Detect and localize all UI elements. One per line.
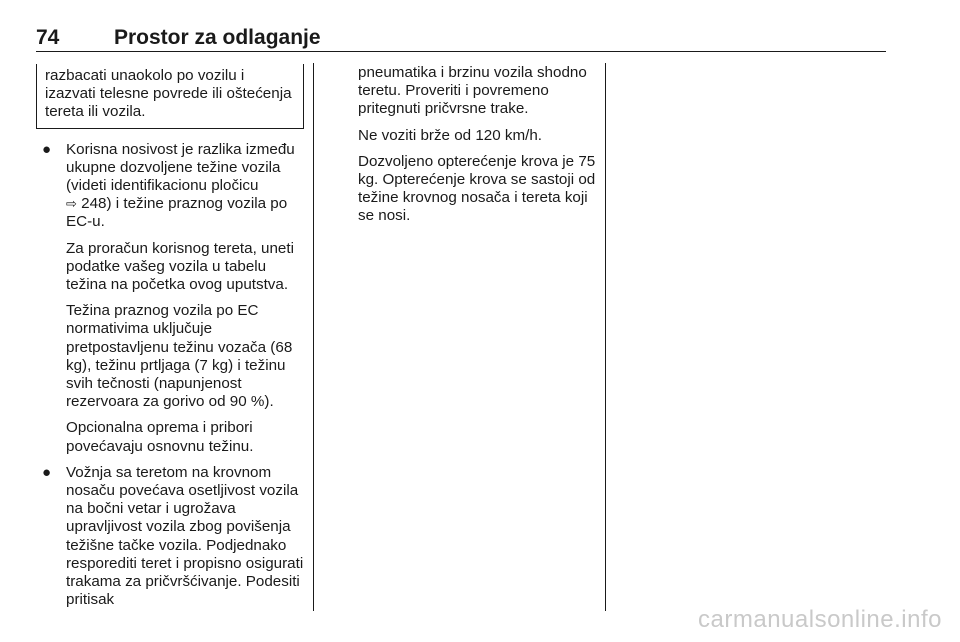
- page-number: 74: [36, 26, 60, 49]
- bullet-paragraph: Za proračun korisnog tereta, uneti podatke vašeg vozila u tabelu težina na početka ovog uputstva.: [66, 239, 294, 294]
- warning-text: razbacati unaokolo po vozilu i izazvati telesne povrede ili oštećenja tereta ili vozila.: [45, 67, 292, 121]
- bullet-paragraph: Težina praznog vozila po EC normativima uključuje pretpostavljenu težinu vozača (68 kg), težinu prtljaga (7 kg) i težinu svih tečnosti (napunjenost rezervoara za gorivo od 90 %).: [66, 302, 293, 411]
- column-divider: [313, 63, 314, 611]
- bullet-dot: ●: [42, 140, 52, 158]
- column-divider: [605, 63, 606, 611]
- reference-arrow-icon: ⇨: [66, 196, 77, 212]
- paragraph: pneumatika i brzinu vozila shodno teretu. Proveriti i povremeno pritegnuti pričvrsne trake.: [358, 64, 587, 118]
- page-header: [36, 26, 886, 52]
- bullet-item-payload: [36, 141, 304, 456]
- paragraph: Ne voziti brže od 120 km/h.: [358, 126, 543, 144]
- page-reference: 248: [81, 195, 107, 213]
- column-left: [36, 64, 304, 617]
- bullet-paragraph: Opcionalna oprema i pribori povećavaju osnovnu težinu.: [66, 419, 254, 455]
- page-title: Prostor za odlaganje: [114, 26, 321, 49]
- text-run: Korisna nosivost je razlika između ukupne dozvoljene težine vozila (videti identifikacionu pločicu: [66, 140, 295, 195]
- paragraph: Dozvoljeno opterećenje krova je 75 kg. Opterećenje krova se sastoji od težine krovnog nosača i tereta koji se nosi.: [358, 152, 596, 225]
- column-middle: [358, 64, 598, 234]
- warning-box: [36, 64, 304, 129]
- watermark: carmanualsonline.info: [698, 606, 942, 633]
- text-run: ) i težine praznog vozila po EC-u.: [66, 195, 288, 231]
- bullet-item-roof-load: [36, 464, 304, 610]
- bullet-dot: ●: [42, 463, 52, 481]
- bullet-paragraph: Vožnja sa teretom na krovnom nosaču povećava osetljivost vozila na bočni vetar i ugrožava upravljivost vozila zbog povišenja težišne tačke vozila. Podjednako resporediti teret i propisno osigurati trakama za pričvršćivanje. Podesiti pritisak: [66, 463, 304, 609]
- bullet-paragraph: [66, 141, 304, 232]
